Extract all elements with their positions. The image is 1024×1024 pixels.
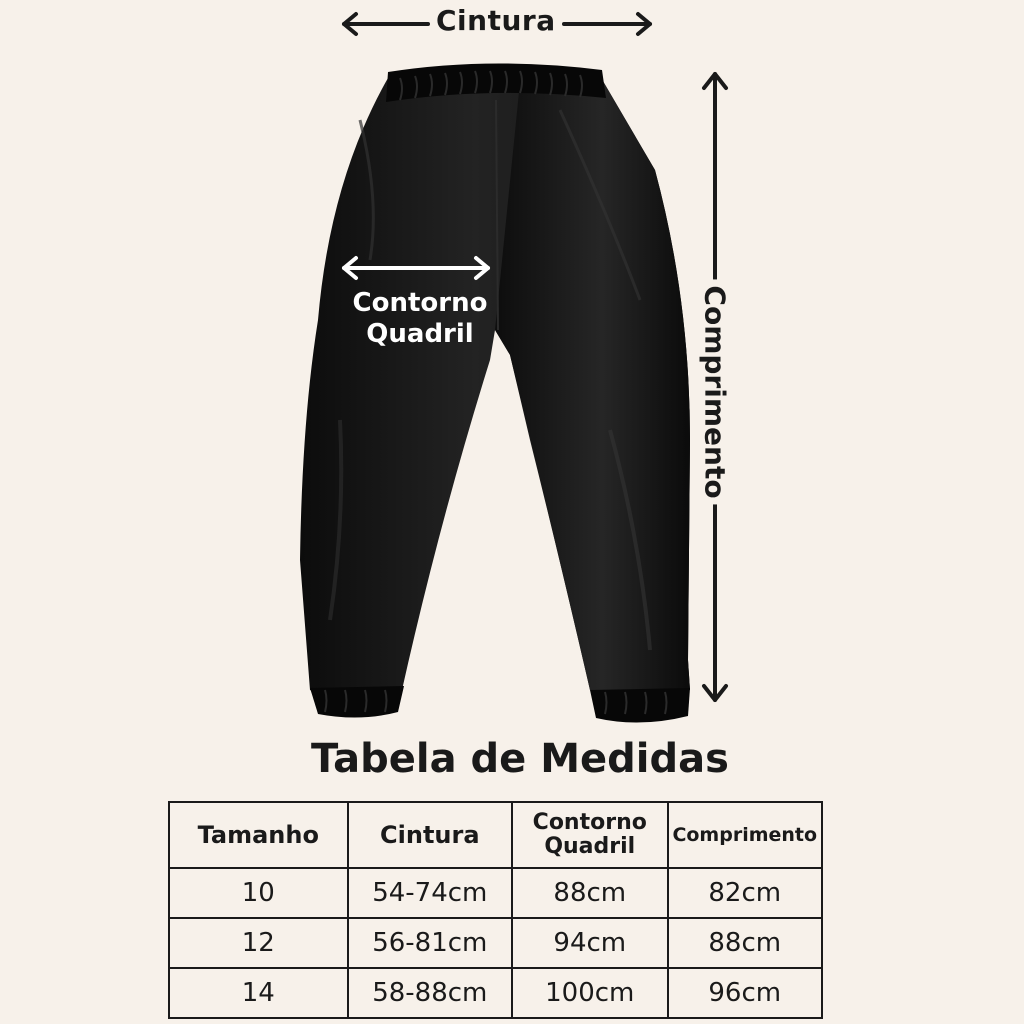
cell-size: 12	[169, 918, 348, 968]
header-size: Tamanho	[169, 802, 348, 868]
cell-size: 10	[169, 868, 348, 918]
cell-length: 88cm	[668, 918, 823, 968]
table-title: Tabela de Medidas	[311, 736, 729, 782]
length-label: Comprimento	[699, 279, 732, 504]
cell-size: 14	[169, 968, 348, 1018]
size-table	[168, 801, 823, 1019]
header-waist: Cintura	[348, 802, 513, 868]
cell-hip: 88cm	[512, 868, 667, 918]
hip-label: Contorno Quadril	[352, 288, 488, 349]
cell-waist: 58-88cm	[348, 968, 513, 1018]
cell-hip: 100cm	[512, 968, 667, 1018]
waist-label: Cintura	[436, 4, 556, 37]
table-row	[169, 868, 822, 918]
cell-length: 96cm	[668, 968, 823, 1018]
table-row	[169, 918, 822, 968]
header-length: Comprimento	[668, 802, 823, 868]
cell-hip: 94cm	[512, 918, 667, 968]
cell-length: 82cm	[668, 868, 823, 918]
cell-waist: 56-81cm	[348, 918, 513, 968]
cell-waist: 54-74cm	[348, 868, 513, 918]
table-header-row	[169, 802, 822, 868]
header-hip: Contorno Quadril	[512, 802, 667, 868]
table-row	[169, 968, 822, 1018]
